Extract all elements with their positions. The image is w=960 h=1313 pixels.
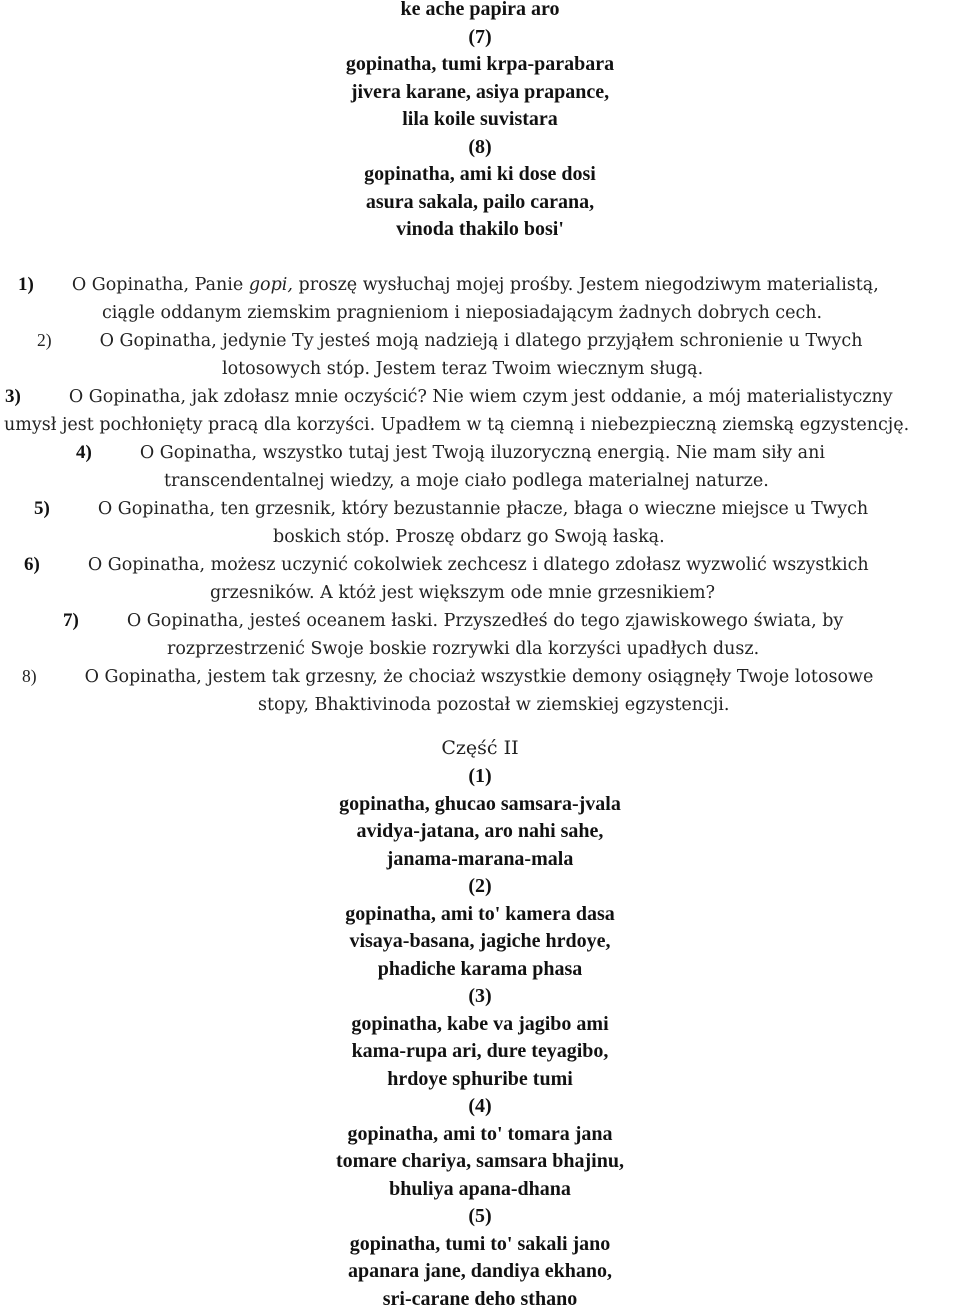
verse-number: (3) [0,983,960,1011]
translation-4-line-2: transcendentalnej wiedzy, a moje ciało podlega materialnej naturze. [0,468,960,496]
verse-block-top [0,0,960,244]
verse-line: gopinatha, ami ki dose dosi [0,161,960,189]
item-number: 1) [18,274,34,295]
verse-line: gopinatha, ami to' tomara jana [0,1121,960,1149]
translation-3-line-2: umysł jest pochłonięty pracą dla korzyści. Upadłem w tą ciemną i niebezpieczną ziemską egzystencję. [0,412,960,440]
verse-line: janama-marana-mala [0,846,960,874]
verse-line: apanara jane, dandiya ekhano, [0,1258,960,1286]
item-number: 2) [37,330,52,350]
verse-line: gopinatha, tumi krpa-parabara [0,51,960,79]
translation-2-line-1: 2) O Gopinatha, jedynie Ty jesteś moją nadzieją i dlatego przyjąłem schronienie u Twych [0,327,960,356]
translation-6-line-1: 6) O Gopinatha, możesz uczynić cokolwiek zechcesz i dlatego zdołasz wyzwolić wszystkich [0,551,960,580]
item-number: 4) [76,442,92,463]
verse-line: gopinatha, ghucao samsara-jvala [0,791,960,819]
verse-line: gopinatha, ami to' kamera dasa [0,901,960,929]
verse-block-bottom [0,763,960,1313]
translation-8-line-2: stopy, Bhaktivinoda pozostał w ziemskiej egzystencji. [0,692,960,720]
verse-line: asura sakala, pailo carana, [0,189,960,217]
gopi-term: gopi, [249,275,293,295]
item-number: 3) [5,386,21,407]
verse-line: ke ache papira aro [0,0,960,24]
verse-line: gopinatha, kabe va jagibo ami [0,1011,960,1039]
item-number: 5) [34,498,50,519]
verse-line: kama-rupa ari, dure teyagibo, [0,1038,960,1066]
verse-number: (1) [0,763,960,791]
translation-5-line-2: boskich stóp. Proszę obdarz go Swoją łaską. [0,524,960,552]
verse-number: (8) [0,134,960,162]
translation-block [0,271,960,719]
verse-number: (4) [0,1093,960,1121]
translation-2-line-2: lotosowych stóp. Jestem teraz Twoim wiecznym sługą. [0,356,960,384]
verse-line: jivera karane, asiya prapance, [0,79,960,107]
verse-line: tomare chariya, samsara bhajinu, [0,1148,960,1176]
verse-line: visaya-basana, jagiche hrdoye, [0,928,960,956]
verse-line: avidya-jatana, aro nahi sahe, [0,818,960,846]
part-heading: Część II [0,737,960,759]
item-number: 8) [22,666,37,686]
translation-7-line-2: rozprzestrzenić Swoje boskie rozrywki dla korzyści upadłych dusz. [0,636,960,664]
translation-4-line-1: 4) O Gopinatha, wszystko tutaj jest Twoją iluzoryczną energią. Nie mam siły ani [0,439,960,468]
translation-6-line-2: grzesników. A któż jest większym ode mnie grzesnikiem? [0,580,960,608]
verse-line: hrdoye sphuribe tumi [0,1066,960,1094]
verse-line: phadiche karama phasa [0,956,960,984]
translation-5-line-1: 5) O Gopinatha, ten grzesnik, który bezustannie płacze, błaga o wieczne miejsce u Twych [0,495,960,524]
translation-8-line-1: 8) O Gopinatha, jestem tak grzesny, że chociaż wszystkie demony osiągnęły Twoje lotosowe [0,663,960,692]
translation-7-line-1: 7) O Gopinatha, jesteś oceanem łaski. Przyszedłeś do tego zjawiskowego świata, by [0,607,960,636]
translation-1-line-2: ciągle oddanym ziemskim pragnieniom i nieposiadającym żadnych dobrych cech. [0,300,960,328]
verse-line: lila koile suvistara [0,106,960,134]
verse-number: (7) [0,24,960,52]
verse-number: (2) [0,873,960,901]
translation-1-line-1: 1) O Gopinatha, Panie gopi, proszę wysłuchaj mojej prośby. Jestem niegodziwym materialistą, [0,271,960,300]
translation-3-line-1: 3) O Gopinatha, jak zdołasz mnie oczyścić? Nie wiem czym jest oddanie, a mój materialistyczny [0,383,960,412]
verse-line: bhuliya apana-dhana [0,1176,960,1204]
verse-line: sri-carane deho sthano [0,1286,960,1313]
verse-number: (5) [0,1203,960,1231]
verse-line: gopinatha, tumi to' sakali jano [0,1231,960,1259]
verse-line: vinoda thakilo bosi' [0,216,960,244]
item-number: 7) [63,610,79,631]
item-number: 6) [24,554,40,575]
